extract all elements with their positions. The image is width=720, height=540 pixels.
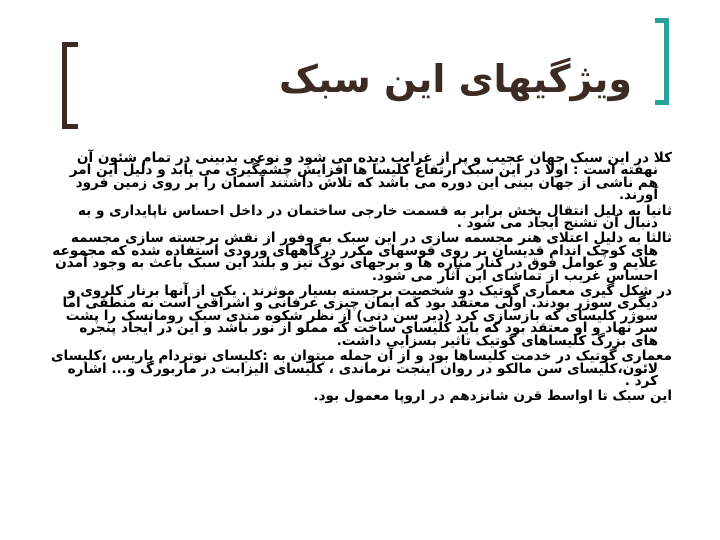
right-bracket-decoration — [655, 18, 669, 105]
paragraph-1: کلا در این سبک جهان عجیب و پر از غرایب دیده می شود و نوعی بدبینی در تمام شئون آن نهفته است : اولا در این سبک ارتفاع کلیسا ها افزایش چشمگیری می یابد و دلیل این امر هم ناشی از جهان بینی این دوره می باشد که تلاش داشتند آسمان را بر روی زمین فرود آورند. — [69, 150, 672, 204]
paragraph-5: معماری گوتیک در خدمت کلیساها بود و از آن جمله میتوان به :کلیسای نوتردام پاریس ،کلیسای لائون،کلیسای سن مالکو در روان اینجت نرماندی ، کلیسای الیزابت در ماربورگ و... اشاره کرد . — [51, 348, 672, 389]
paragraph-2: ثانیا به دلیل انتقال بخش برابر به قسمت خارجی ساختمان در داخل احساس ناپایداری و به دنبال آن تشنج ایجاد می شود . — [77, 202, 672, 232]
slide-body — [50, 152, 672, 406]
left-bracket-decoration — [62, 42, 78, 129]
paragraph-4: در شکل گیری معماری گوتیک دو شخصیت برجسته بسیار موثرند . یکی از آنها برنار کلروی و دیگری سوژر بودند. اولی معتقد بود که ایمان چیزی عرفانی و اشراقی است نه منطقی اما سوژر کلیسای که بازسازی کرد (دیر سن دنی) از نظر شکوه مندی سبک رومانسک را پشت سر نهاد و او معتقد بود که باید کلیسای ساخت که مملو از نور باشد و این در ایجاد پنجره های بزرگ کلیساهای گوتیک تاثیر بسزایی داشت. — [62, 283, 672, 349]
paragraph-3: ثالثا به دلیل اعتلای هنر مجسمه سازی در این سبک به وفور از نقش برجسته سازی مجسمه های کوچک اندام قدیسان بر روی قوسهای مکرر درگاههای ورودی استفاده شده که مجموعه علایم و عوامل فوق در کنار مناره ها و برجهای نوک تیز و بلند این سبک باعث به وجود آمدن احساس غریب از تماشای این آثار می شود. — [52, 230, 672, 284]
slide-title: ویژگیهای این سبک — [278, 57, 632, 101]
paragraph-6: این سبک تا اواسط قرن شانزدهم در اروپا معمول بود. — [313, 388, 672, 405]
